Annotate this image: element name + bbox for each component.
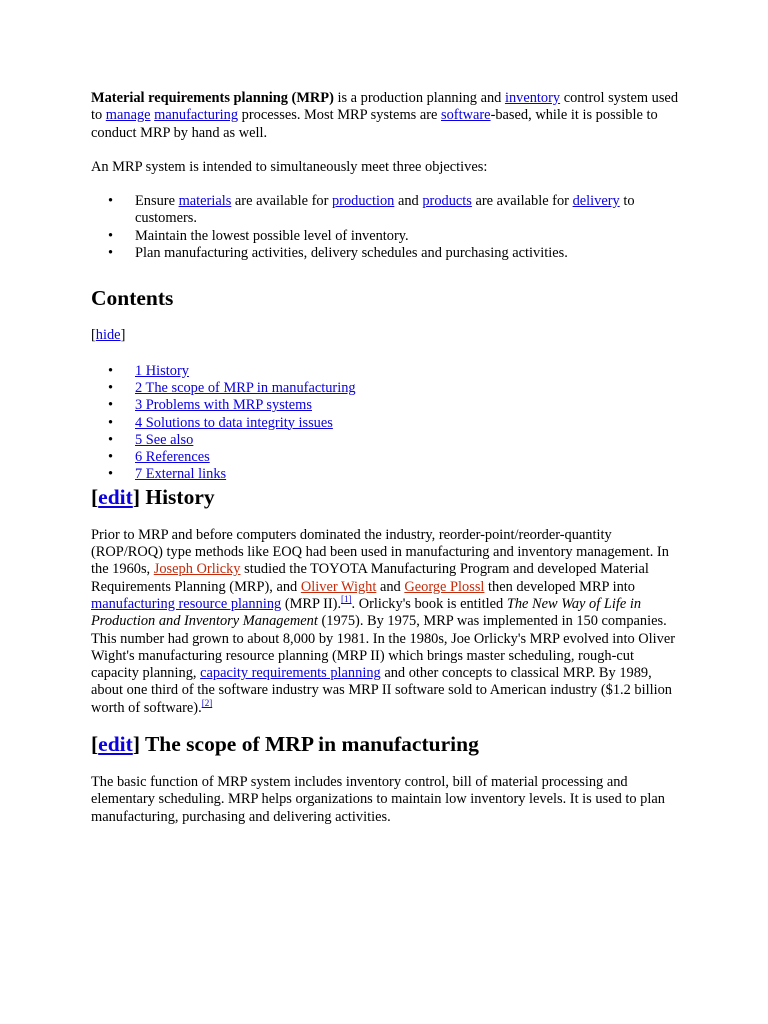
- toc-link-external-links[interactable]: 7 External links: [135, 466, 227, 483]
- toc-item: [135, 466, 681, 483]
- toc-link-references[interactable]: 6 References: [135, 449, 210, 466]
- toc-item: [135, 415, 681, 432]
- reference-link-2[interactable]: [2]: [201, 697, 213, 708]
- history-text: . Orlicky's book is entitled: [351, 595, 507, 612]
- history-text: and: [376, 578, 405, 595]
- objective-text: Ensure: [135, 193, 179, 210]
- toc-item: [135, 432, 681, 449]
- toc-link-see-also[interactable]: 5 See also: [135, 431, 194, 448]
- history-text: and other concepts to classical MRP. By 1989, about one third of the software industry was MRP II software sold to American industry ($1.2 billion worth of software).: [91, 665, 672, 716]
- toc-item: [135, 363, 681, 380]
- toc-link-scope[interactable]: 2 The scope of MRP in manufacturing: [135, 379, 356, 396]
- bracket-close: ]: [132, 732, 140, 757]
- intro-text: -based, while it is possible to conduct MRP by hand as well.: [91, 107, 658, 141]
- hide-toggle-link[interactable]: hide: [95, 327, 121, 344]
- scope-paragraph: The basic function of MRP system includes inventory control, bill of material processing and elementary scheduling. MRP helps organizations to maintain low inventory levels. It is used to plan manufacturing, purchasing and delivering activities.: [91, 774, 665, 825]
- history-text: Prior to MRP and before computers dominated the industry, reorder-point/reorder-quantity (ROP/ROQ) type methods like EOQ had been used in manufacturing and inventory management. In the 1960s,: [91, 526, 669, 578]
- objectives-list: [91, 193, 681, 262]
- book-title: The New Way of Life in Production and Inventory Management: [91, 595, 642, 630]
- table-of-contents: [91, 363, 681, 484]
- history-text: (1975). By 1975, MRP was implemented in 150 companies. This number had grown to about 8,000 by 1981. In the 1980s, Joe Orlicky's MRP evolved into Oliver Wight's manufacturing resource planning (MRP II) which brings master scheduling, rough-cut capacity planning,: [91, 613, 676, 682]
- list-item: • Plan manufacturing activities, delivery schedules and purchasing activities.: [135, 245, 681, 262]
- toc-item: [135, 397, 681, 414]
- contents-toggle: [91, 327, 681, 344]
- history-text: (MRP II).: [281, 595, 342, 612]
- list-item: [135, 193, 681, 228]
- link-oliver-wight[interactable]: Oliver Wight: [300, 578, 377, 595]
- link-joseph-orlicky[interactable]: Joseph Orlicky: [153, 561, 241, 578]
- reference-1: [341, 594, 352, 604]
- toc-item: [135, 380, 681, 397]
- toc-link-history[interactable]: 1 History: [135, 362, 189, 379]
- intro-text: processes. Most MRP systems are: [238, 107, 442, 124]
- link-production[interactable]: production: [331, 193, 395, 210]
- scope-title: The scope of MRP in manufacturing: [139, 732, 479, 757]
- reference-link-1[interactable]: [1]: [341, 593, 352, 604]
- contents-title: Contents: [91, 286, 174, 311]
- link-capacity-requirements-planning[interactable]: capacity requirements planning: [200, 665, 381, 682]
- objectives-intro: An MRP system is intended to simultaneously meet three objectives:: [91, 158, 488, 175]
- history-text: studied the TOYOTA Manufacturing Program and developed Material Requirements Planning (MRP), and: [91, 561, 649, 595]
- bracket-open: [: [91, 484, 99, 509]
- toc-link-problems[interactable]: 3 Problems with MRP systems: [135, 397, 312, 414]
- scope-heading: [91, 731, 681, 757]
- link-manage[interactable]: manage: [105, 107, 151, 124]
- edit-history-link[interactable]: edit: [98, 484, 133, 509]
- history-text: then developed MRP into: [484, 578, 635, 595]
- link-delivery[interactable]: delivery: [572, 193, 620, 210]
- bracket-close: ]: [120, 327, 126, 344]
- history-heading: [91, 484, 681, 510]
- link-inventory[interactable]: inventory: [504, 90, 561, 106]
- intro-text: control system used to: [91, 90, 679, 124]
- intro-text: is a production planning and: [333, 90, 505, 106]
- link-manufacturing-resource-planning[interactable]: manufacturing resource planning: [91, 595, 282, 612]
- link-materials[interactable]: materials: [178, 193, 232, 210]
- bracket-open: [: [91, 732, 99, 757]
- bracket-close: ]: [132, 484, 140, 509]
- edit-scope-link[interactable]: edit: [98, 732, 133, 757]
- objective-text: are available for: [231, 193, 332, 210]
- history-title: History: [139, 484, 215, 509]
- objective-text: are available for: [471, 193, 573, 210]
- list-item: • Maintain the lowest possible level of inventory.: [135, 228, 681, 245]
- bracket-open: [: [91, 327, 96, 344]
- toc-link-solutions[interactable]: 4 Solutions to data integrity issues: [135, 414, 333, 431]
- link-products[interactable]: products: [422, 193, 472, 210]
- objective-text: and: [394, 193, 423, 210]
- reference-2: [202, 698, 213, 708]
- link-software[interactable]: software: [441, 107, 491, 124]
- history-paragraph: [91, 527, 681, 717]
- intro-paragraph: [91, 90, 681, 142]
- intro-term: Material requirements planning (MRP): [91, 90, 334, 106]
- link-manufacturing[interactable]: manufacturing: [154, 107, 239, 124]
- link-george-plossl[interactable]: George Plossl: [404, 578, 485, 595]
- toc-item: [135, 449, 681, 466]
- objective-text: to customers.: [135, 193, 635, 227]
- article-body: [91, 90, 681, 826]
